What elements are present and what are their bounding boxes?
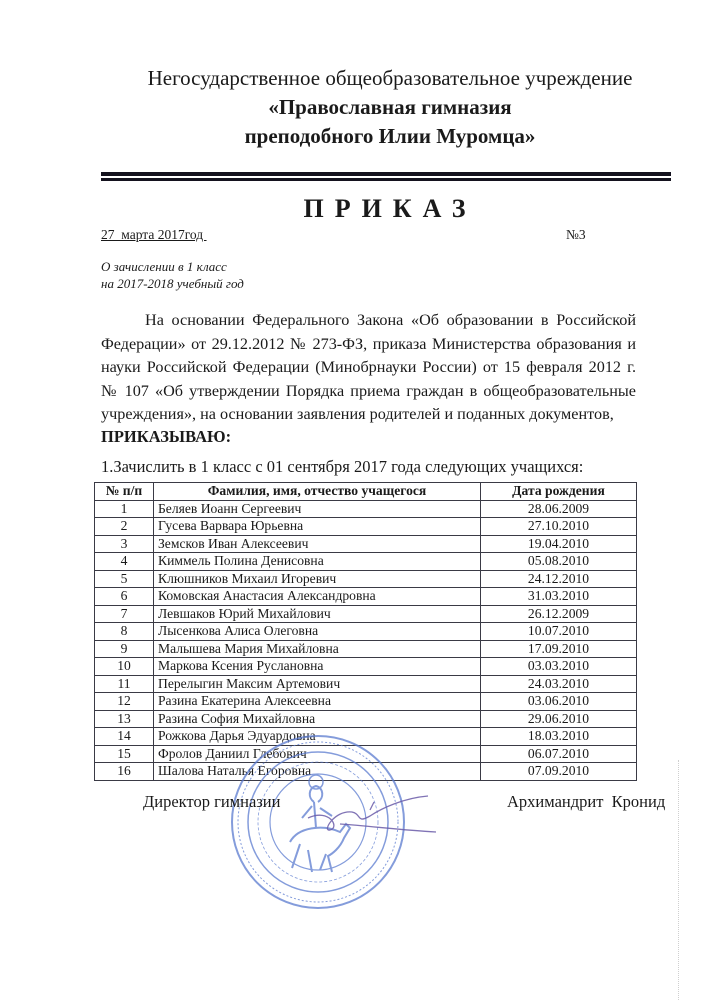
order-directive: ПРИКАЗЫВАЮ: [101,427,232,446]
cell-number: 14 [95,728,154,746]
cell-number: 12 [95,693,154,711]
gymnasium-name-line2: преподобного Илии Муромца» [244,124,536,148]
header-rule-thick [101,172,671,176]
cell-name: Клюшников Михаил Игоревич [154,570,481,588]
cell-number: 10 [95,658,154,676]
cell-number: 4 [95,553,154,571]
order-date: 27 марта 2017год [101,227,207,242]
table-row [95,640,637,658]
cell-dob: 06.07.2010 [481,745,637,763]
cell-name: Рожкова Дарья Эдуардовна [154,728,481,746]
cell-name: Лысенкова Алиса Олеговна [154,623,481,641]
cell-dob: 31.03.2010 [481,588,637,606]
table-row [95,658,637,676]
cell-dob: 18.03.2010 [481,728,637,746]
table-row [95,710,637,728]
cell-dob: 27.10.2010 [481,518,637,536]
cell-name: Киммель Полина Денисовна [154,553,481,571]
cell-dob: 07.09.2010 [481,763,637,781]
cell-dob: 24.12.2010 [481,570,637,588]
cell-dob: 03.03.2010 [481,658,637,676]
table-row [95,570,637,588]
cell-number: 6 [95,588,154,606]
table-row [95,518,637,536]
cell-dob: 29.06.2010 [481,710,637,728]
order-subject-line1: О зачислении в 1 класс [101,259,227,274]
cell-name: Шалова Наталья Егоровна [154,763,481,781]
cell-dob: 17.09.2010 [481,640,637,658]
cell-number: 8 [95,623,154,641]
cell-name: Разина Екатерина Алексеевна [154,693,481,711]
header-rule-thin [101,178,671,181]
gymnasium-name-line1: «Православная гимназия [268,95,512,119]
order-subject-line2: на 2017-2018 учебный год [101,276,244,291]
table-row [95,675,637,693]
cell-dob: 03.06.2010 [481,693,637,711]
cell-number: 3 [95,535,154,553]
document-title: ПРИКАЗ [303,194,477,223]
cell-dob: 19.04.2010 [481,535,637,553]
cell-number: 13 [95,710,154,728]
table-row [95,535,637,553]
cell-name: Разина София Михайловна [154,710,481,728]
cell-number: 15 [95,745,154,763]
cell-number: 7 [95,605,154,623]
organization-name: Негосударственное общеобразовательное учреждение [147,66,633,90]
cell-name: Левшаков Юрий Михайлович [154,605,481,623]
table-row [95,605,637,623]
cell-dob: 24.03.2010 [481,675,637,693]
column-header-dob: Дата рождения [481,483,637,501]
table-row [95,553,637,571]
order-number: №3 [566,227,586,242]
signatory-name: Архимандрит Кронид [507,792,666,811]
table-row [95,693,637,711]
order-point-1: 1.Зачислить в 1 класс с 01 сентября 2017 года следующих учащихся: [101,457,584,476]
cell-number: 16 [95,763,154,781]
order-preamble: На основании Федерального Закона «Об образовании в Российской Федерации» от 29.12.2012 № 273-ФЗ, приказа Министерства образования и науки Российской Федерации (Минобрнауки России) от 15 февраля 2012 г. № 107 «Об утверждении Порядка приема граждан в общеобразовательные учреждения», на основании заявления родителей и поданных документов, [101,311,636,423]
cell-number: 1 [95,500,154,518]
table-header-row [95,483,637,501]
cell-name: Перелыгин Максим Артемович [154,675,481,693]
column-header-number: № п/п [95,483,154,501]
cell-dob: 05.08.2010 [481,553,637,571]
scan-fold-line [678,760,680,1000]
cell-number: 9 [95,640,154,658]
cell-number: 2 [95,518,154,536]
table-row [95,500,637,518]
table-row [95,588,637,606]
cell-name: Комовская Анастасия Александровна [154,588,481,606]
table-row [95,623,637,641]
cell-name: Малышева Мария Михайловна [154,640,481,658]
cell-dob: 10.07.2010 [481,623,637,641]
cell-number: 5 [95,570,154,588]
cell-name: Земсков Иван Алексеевич [154,535,481,553]
cell-name: Маркова Ксения Руслановна [154,658,481,676]
signatory-position: Директор гимназии [143,792,281,811]
cell-dob: 28.06.2009 [481,500,637,518]
cell-number: 11 [95,675,154,693]
cell-name: Фролов Даниил Глебович [154,745,481,763]
cell-name: Беляев Иоанн Сергеевич [154,500,481,518]
cell-dob: 26.12.2009 [481,605,637,623]
director-signature [300,790,440,840]
column-header-name: Фамилия, имя, отчество учащегося [154,483,481,501]
cell-name: Гусева Варвара Юрьевна [154,518,481,536]
